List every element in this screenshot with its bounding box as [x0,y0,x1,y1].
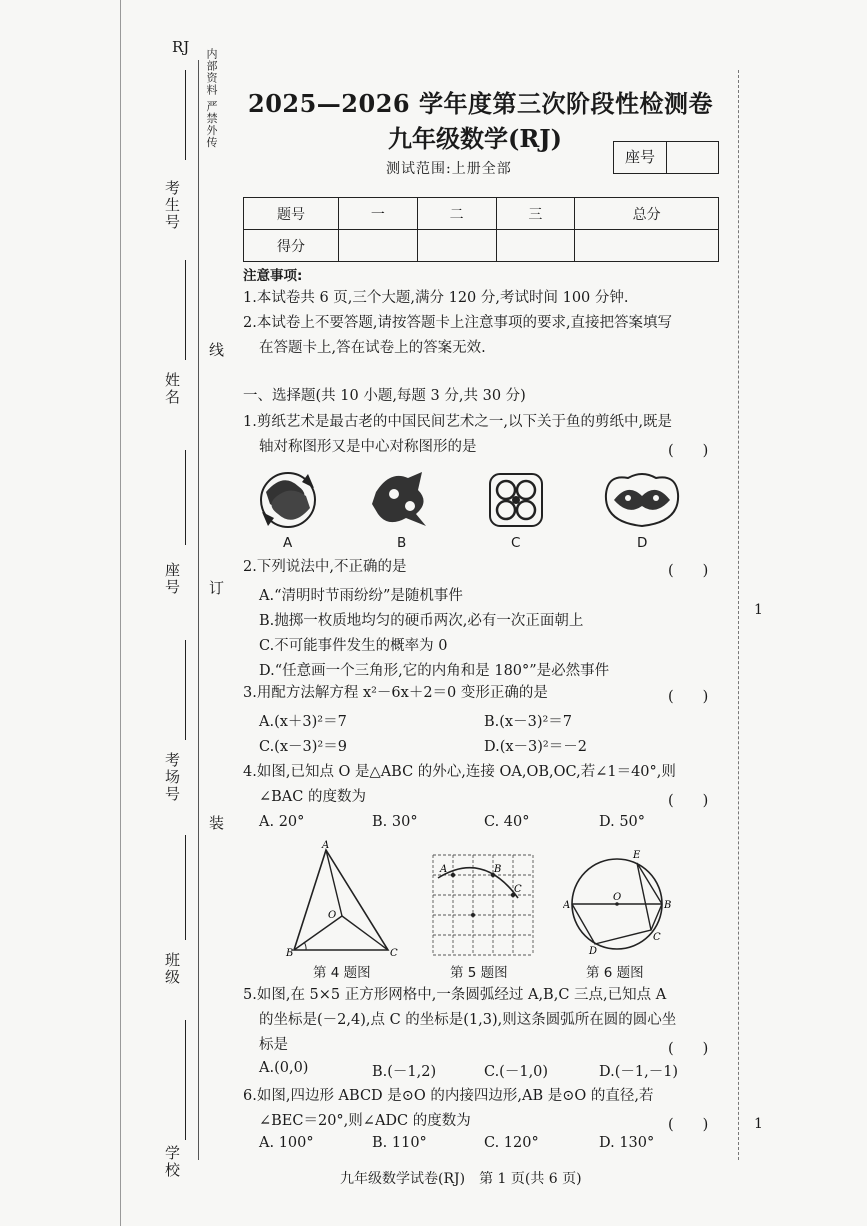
field-line [185,260,186,360]
seat-label: 座号 [614,142,667,173]
fig6-point-c: C [653,932,661,943]
field-class: 班级 [163,952,181,986]
answer-paren: ( ) [668,689,709,705]
question-2-option: B.抛掷一枚质地均匀的硬币两次,必有一次正面朝上 [259,613,584,629]
field-candidate-no: 考生号 [163,180,181,231]
question-2-stem: 2.下列说法中,不正确的是 [243,559,407,575]
exam-title: 2025—2026 学年度第三次阶段性检测卷 [248,89,713,118]
score-header-cell: 一 [339,198,418,230]
score-header-cell: 三 [496,198,575,230]
fig4-point-a: A [322,840,330,851]
series-code: RJ [172,38,190,56]
seat-input[interactable] [667,142,718,173]
question-3-stem: 3.用配方法解方程 x²－6x＋2＝0 变形正确的是 [243,685,548,701]
fish-cut-c [490,474,542,526]
question-2-option: C.不可能事件发生的概率为 0 [259,638,448,654]
question-2-option: D.“任意画一个三角形,它的内角和是 180°”是必然事件 [259,663,610,679]
question-1-line: 1.剪纸艺术是最古老的中国民间艺术之一,以下关于鱼的剪纸中,既是 [243,414,673,430]
score-header-cell: 题号 [244,198,339,230]
field-name: 姓名 [163,372,181,406]
question-5-option: C.(－1,0) [484,1064,549,1080]
question-4-option: C. 40° [484,814,530,830]
right-dashed-edge [738,70,739,1160]
field-line [185,640,186,740]
fish-cut-a [261,473,315,527]
question-5-line: 5.如图,在 5×5 正方形网格中,一条圆弧经过 A,B,C 三点,已知点 A [243,987,667,1003]
fig6-point-b: B [664,900,672,911]
exam-subtitle: 九年级数学(RJ) [388,124,563,153]
question-4-line: ∠BAC 的度数为 [259,789,366,805]
seat-box [613,141,719,174]
figure-5-caption: 第 5 题图 [450,965,508,981]
test-scope: 测试范围:上册全部 [386,161,512,177]
side-note: 内部资料 严禁外传 [205,48,218,149]
field-line [185,1020,186,1140]
score-cell[interactable] [575,230,719,262]
answer-paren: ( ) [668,443,709,459]
question-6-option: B. 110° [372,1135,427,1151]
field-school: 学校 [163,1145,181,1179]
question-6-option: A. 100° [259,1135,314,1151]
score-table-header [244,198,719,230]
question-5-option: D.(－1,－1) [599,1064,679,1080]
notice-item: 在答题卡上,答在试卷上的答案无效. [259,340,486,356]
question-3-option: C.(x－3)²＝9 [259,739,347,755]
question-4-line: 4.如图,已知点 O 是△ABC 的外心,连接 OA,OB,OC,若∠1＝40°,则 [243,764,676,780]
score-cell[interactable] [339,230,418,262]
question-5-option: B.(－1,2) [372,1064,437,1080]
fish-cut-d [606,474,678,526]
cut-mark-pack: 装 [207,815,225,832]
score-header-cell: 总分 [575,198,719,230]
fig6-point-a: A [563,900,571,911]
binding-rule [198,60,199,1160]
fig5-point-c: C [514,884,522,895]
answer-paren: ( ) [668,563,709,579]
question-6-line: 6.如图,四边形 ABCD 是⊙O 的内接四边形,AB 是⊙O 的直径,若 [243,1088,654,1104]
fig4-point-o: O [328,910,337,921]
fig5-point-a: A [440,864,448,875]
fig6-point-o: O [613,892,622,903]
option-label-c: C [511,535,521,551]
figure-6-caption: 第 6 题图 [586,965,644,981]
question-6-option: C. 120° [484,1135,539,1151]
question-3-option: D.(x－3)²＝－2 [484,739,587,755]
field-line [185,70,186,160]
question-6-line: ∠BEC＝20°,则∠ADC 的度数为 [259,1113,471,1129]
figure-4-caption: 第 4 题图 [313,965,371,981]
answer-paren: ( ) [668,1041,709,1057]
question-1-line: 轴对称图形又是中心对称图形的是 [259,439,477,455]
option-label-a: A [283,535,293,551]
notice-item: 1.本试卷共 6 页,三个大题,满分 120 分,考试时间 100 分钟. [243,290,629,306]
paper-cut-option-images [250,465,690,535]
figure-6 [563,846,675,958]
field-room: 考场号 [163,752,181,803]
question-5-option: A.(0,0) [259,1060,309,1076]
margin-mark: 1 [754,602,763,618]
margin-mark: 1 [754,1116,763,1132]
answer-paren: ( ) [668,793,709,809]
score-row-label: 得分 [244,230,339,262]
fold-line [120,0,121,1226]
question-6-option: D. 130° [599,1135,655,1151]
question-2-option: A.“清明时节雨纷纷”是随机事件 [259,588,463,604]
field-line [185,450,186,545]
option-label-d: D [637,535,648,551]
fig4-point-c: C [390,948,398,959]
question-3-option: B.(x－3)²＝7 [484,714,573,730]
score-cell[interactable] [417,230,496,262]
notice-title: 注意事项: [243,268,303,284]
score-cell[interactable] [496,230,575,262]
cut-mark-bind: 订 [207,580,225,597]
fig6-point-d: D [589,946,598,957]
cut-mark-line: 线 [207,342,225,359]
question-4-option: A. 20° [259,814,305,830]
score-header-cell: 二 [417,198,496,230]
field-line [185,835,186,940]
figure-5 [428,850,538,960]
option-label-b: B [397,535,407,551]
question-3-option: A.(x＋3)²＝7 [259,714,347,730]
score-table [243,197,719,262]
question-5-line: 的坐标是(－2,4),点 C 的坐标是(1,3),则这条圆弧所在圆的圆心坐 [259,1012,677,1028]
fig5-point-b: B [494,864,502,875]
fish-cut-b [372,472,426,526]
question-4-option: B. 30° [372,814,418,830]
score-table-row [244,230,719,262]
section-heading: 一、选择题(共 10 小题,每题 3 分,共 30 分) [243,388,526,404]
fig4-point-b: B [286,948,294,959]
figure-4 [280,838,400,963]
question-4-option: D. 50° [599,814,646,830]
field-seat: 座号 [163,562,181,596]
notice-item: 2.本试卷上不要答题,请按答题卡上注意事项的要求,直接把答案填写 [243,315,673,331]
page-footer: 九年级数学试卷(RJ) 第 1 页(共 6 页) [340,1171,582,1187]
answer-paren: ( ) [668,1117,709,1133]
fig6-point-e: E [633,850,641,861]
question-5-line: 标是 [259,1037,288,1053]
